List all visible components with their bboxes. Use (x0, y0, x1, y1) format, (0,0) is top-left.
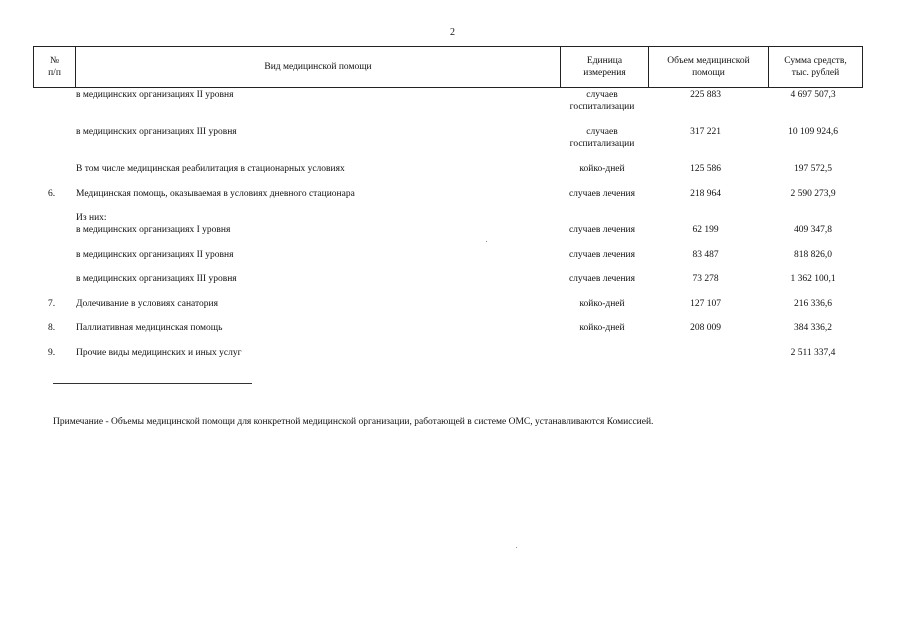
row-kind: в медицинских организациях II уровня (76, 90, 234, 100)
row-kind: Прочие виды медицинских и иных услуг (76, 348, 242, 358)
row-volume: 225 883 (690, 90, 721, 100)
row-unit: случаев госпитализации (569, 127, 635, 149)
row-sum: 2 511 337,4 (790, 348, 836, 358)
scan-speck (486, 241, 487, 242)
row-sum: 10 109 924,6 (788, 127, 838, 137)
row-kind: в медицинских организациях III уровня (76, 274, 237, 284)
header-unit: Единица измерения (561, 47, 649, 88)
row-volume: 317 221 (690, 127, 721, 137)
row-volume: 125 586 (690, 164, 721, 174)
header-kind: Вид медицинской помощи (76, 47, 561, 88)
row-volume: 218 964 (690, 189, 721, 199)
row-sum: 818 826,0 (794, 250, 832, 260)
row-sum: 197 572,5 (794, 164, 832, 174)
row-unit: случаев лечения (568, 250, 636, 260)
row-kind: Паллиативная медицинская помощь (76, 323, 223, 333)
row-sum: 409 347,8 (794, 224, 832, 235)
note: Примечание - Объемы медицинской помощи для конкретной медицинской организации, работающей в системе ОМС, устанавливаются Комиссией. (53, 417, 654, 427)
scan-speck (516, 547, 517, 548)
page-number: 2 (450, 27, 455, 38)
row-unit: койко-дней (579, 164, 625, 174)
row-volume: 62 199 (692, 224, 719, 235)
row-sum: 216 336,6 (794, 299, 832, 309)
row-volume: 83 487 (692, 250, 719, 260)
row-kind: в медицинских организациях III уровня (76, 127, 237, 137)
row-sum: 2 590 273,9 (790, 189, 836, 199)
row-kind: Медицинская помощь, оказываемая в условиях дневного стационара (76, 189, 355, 199)
row-sum: 1 362 100,1 (790, 274, 836, 284)
row-unit: случаев лечения (568, 224, 636, 235)
row-sum: 384 336,2 (794, 323, 832, 333)
row-unit: случаев лечения (568, 189, 636, 199)
row-number: 9. (47, 348, 56, 358)
row-kind: в медицинских организациях II уровня (76, 250, 234, 260)
table-header (33, 46, 863, 88)
header-num: № п/п (34, 47, 76, 88)
row-kind: В том числе медицинская реабилитация в стационарных условиях (76, 164, 345, 174)
row-unit: случаев госпитализации (569, 90, 635, 112)
row-unit: койко-дней (579, 299, 625, 309)
row-volume: 208 009 (690, 323, 721, 333)
row-kind: Долечивание в условиях санатория (76, 299, 218, 309)
row-unit: койко-дней (579, 323, 625, 333)
row-number: 6. (47, 189, 56, 199)
row-unit: случаев лечения (568, 274, 636, 284)
row-volume: 73 278 (692, 274, 719, 284)
header-sum: Сумма средств, тыс. рублей (769, 47, 863, 88)
footnote-divider (53, 383, 252, 384)
row-volume: 127 107 (690, 299, 721, 309)
row-kind: Из них: в медицинских организациях I уровня (76, 213, 231, 235)
header-volume: Объем медицинской помощи (649, 47, 769, 88)
row-sum: 4 697 507,3 (790, 90, 836, 100)
row-number: 7. (47, 299, 56, 309)
row-number: 8. (47, 323, 56, 333)
